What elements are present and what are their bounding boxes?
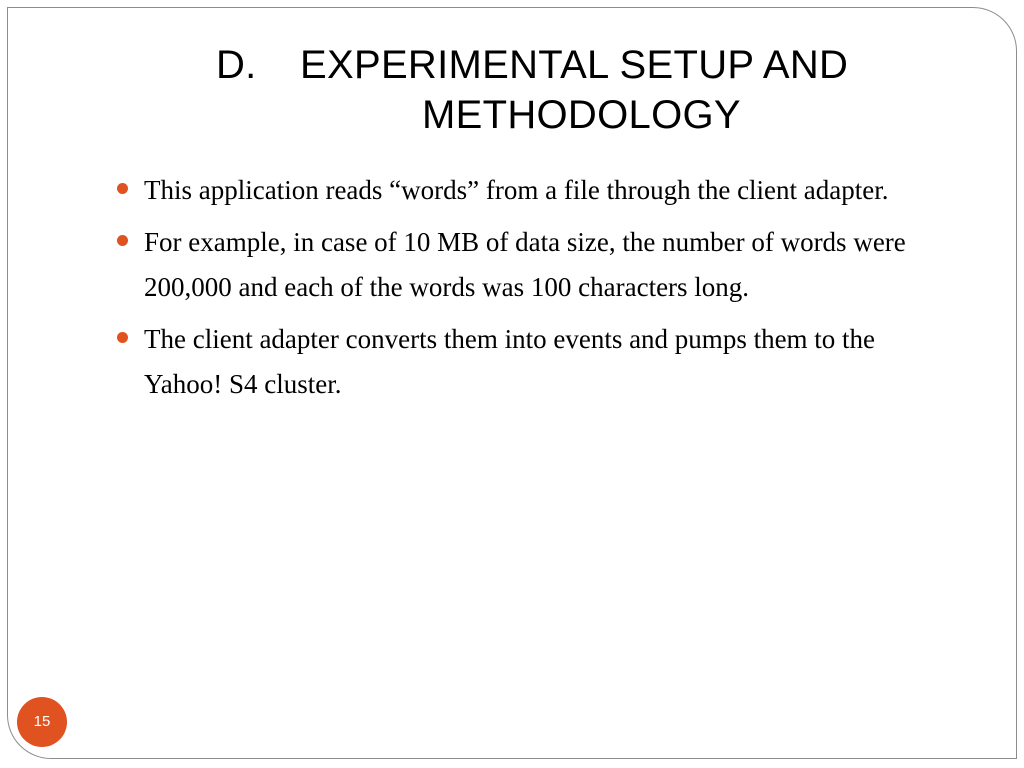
title-line-2: METHODOLOGY	[422, 93, 741, 137]
bullet-dot-icon	[117, 235, 128, 246]
bullet-list	[116, 168, 946, 414]
bullet-dot-icon	[117, 332, 128, 343]
bullet-text: This application reads “words” from a file through the client adapter.	[144, 175, 889, 205]
bullet-item	[116, 220, 946, 310]
bullet-item	[116, 317, 946, 407]
bullet-text: For example, in case of 10 MB of data size, the number of words were 200,000 and each of the words was 100 characters long.	[144, 227, 906, 302]
bullet-text: The client adapter converts them into events and pumps them to the Yahoo! S4 cluster.	[144, 324, 876, 399]
title-text-line-1: EXPERIMENTAL SETUP AND	[300, 43, 849, 87]
title-line-1	[216, 40, 848, 90]
page-number-badge: 15	[17, 697, 67, 747]
title-section-number: D.	[216, 43, 257, 87]
bullet-dot-icon	[117, 183, 128, 194]
bullet-item	[116, 168, 946, 213]
